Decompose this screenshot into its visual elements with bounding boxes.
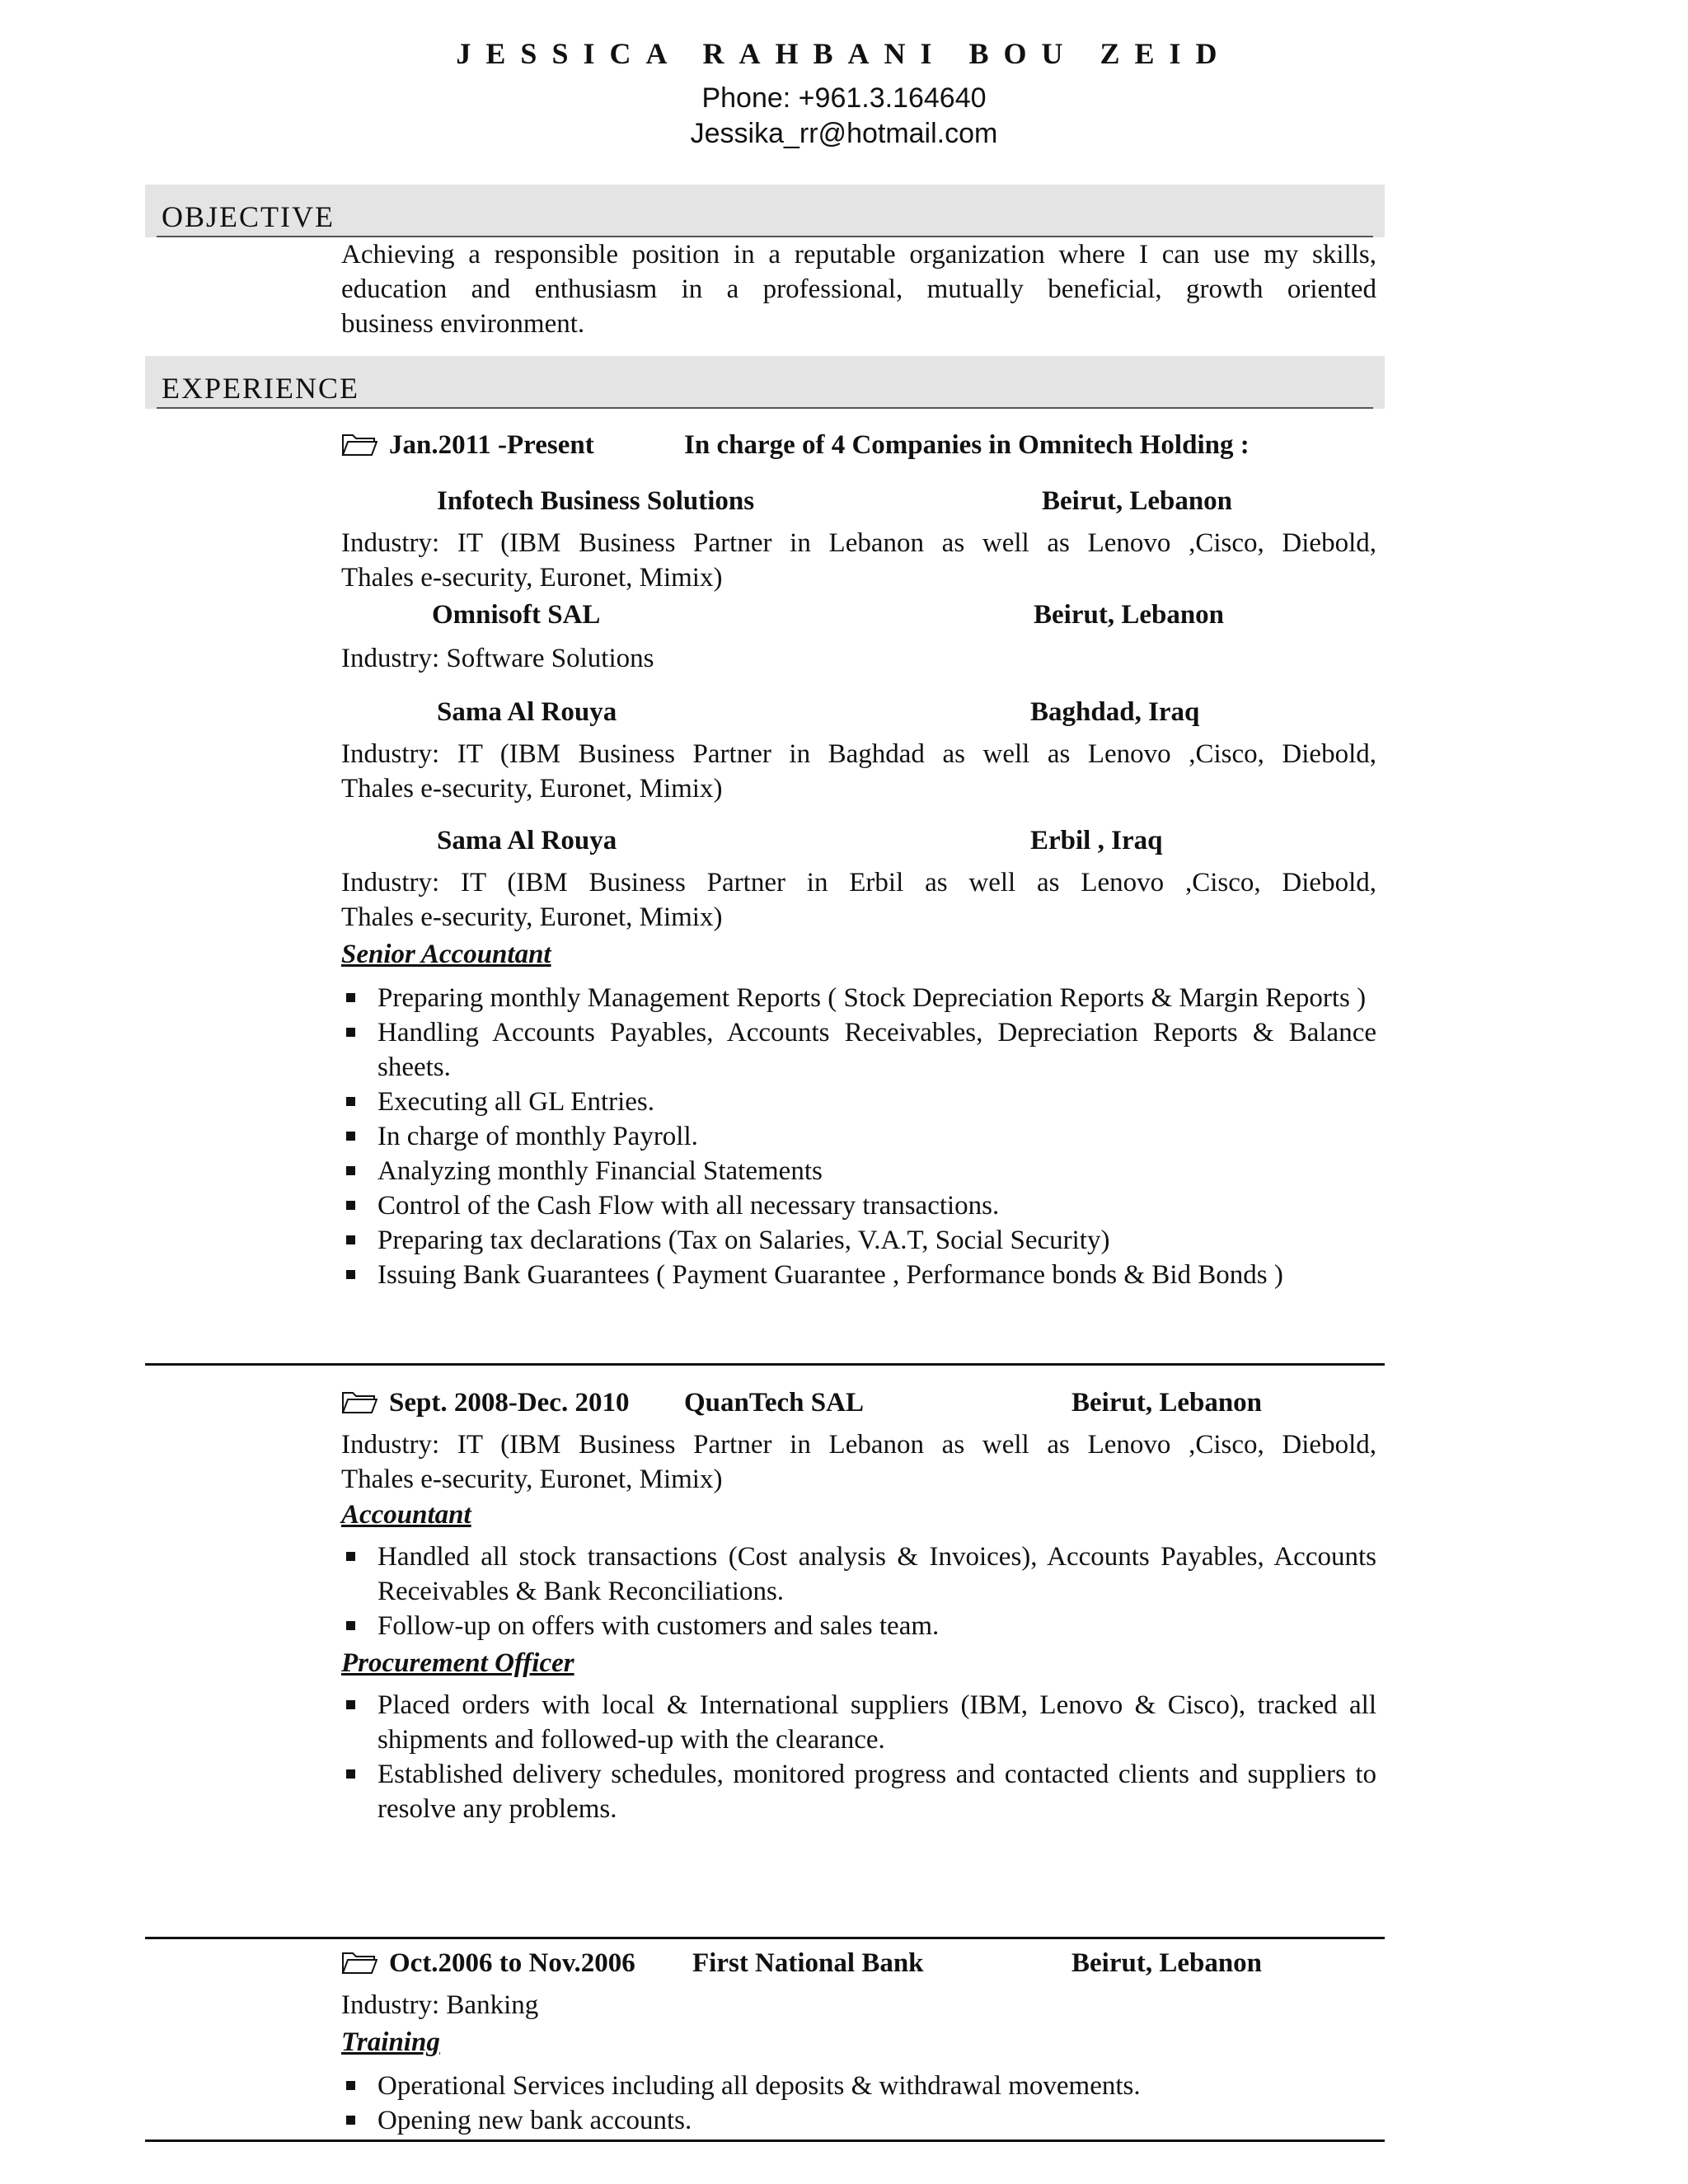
industry-line: Industry: IT (IBM Business Partner in Erbil as well as Lenovo ,Cisco, Diebold, [341,868,1376,898]
job-divider [145,1937,1385,1939]
industry-line: Industry: IT (IBM Business Partner in Baghdad as well as Lenovo ,Cisco, Diebold, [341,739,1376,769]
job2-location: Beirut, Lebanon [1071,1388,1263,1418]
list-item: Analyzing monthly Financial Statements [341,1154,1376,1188]
objective-line: business environment. [341,309,585,339]
experience-title: EXPERIENCE [162,372,359,405]
folder-icon [341,432,377,457]
list-item: Issuing Bank Guarantees ( Payment Guarantee , Performance bonds & Bid Bonds ) [341,1258,1376,1292]
company-location: Beirut, Lebanon [1034,600,1225,630]
company-location: Baghdad, Iraq [1030,697,1200,727]
list-item: Executing all GL Entries. [341,1085,1376,1119]
experience-section-header [145,356,1385,409]
list-item: Placed orders with local & International suppliers (IBM, Lenovo & Cisco), tracked all shipments and followed-up with the clearance. [341,1688,1376,1757]
job-divider [145,1363,1385,1366]
industry-line: Industry: Banking [341,1990,539,2020]
job3-industry [341,1988,1376,2022]
job2-duties2-list [341,1688,1376,1826]
list-item: Preparing monthly Management Reports ( Stock Depreciation Reports & Margin Reports ) [341,981,1376,1015]
candidate-name: JESSICA RAHBANI BOU ZEID [456,37,1232,70]
list-item: In charge of monthly Payroll. [341,1119,1376,1154]
email-address: Jessika_rr@hotmail.com [690,118,998,149]
job2-industry [341,1427,1376,1497]
industry-line: Industry: Software Solutions [341,644,654,673]
objective-section-header [145,185,1385,237]
job3-dates [341,1948,635,1979]
company-location: Erbil , Iraq [1030,826,1163,855]
industry-line: Thales e-security, Euronet, Mimix) [341,774,723,804]
company-name: Sama Al Rouya [437,826,617,855]
job1-dates-text: Jan.2011 -Present [389,430,594,460]
company-industry [341,737,1376,806]
list-item: Operational Services including all deposits & withdrawal movements. [341,2069,1376,2103]
company-industry [341,641,1376,676]
company-location: Beirut, Lebanon [1042,486,1233,516]
company-industry [341,865,1376,935]
list-item: Follow-up on offers with customers and sales team. [341,1609,1376,1643]
objective-text [341,237,1376,341]
job1-heading: In charge of 4 Companies in Omnitech Holding : [684,430,1250,460]
company-name: Omnisoft SAL [432,600,601,630]
job2-role2-title: Procurement Officer [341,1648,574,1678]
job2-duties1-list [341,1540,1376,1643]
job2-dates [341,1388,629,1418]
industry-line: Thales e-security, Euronet, Mimix) [341,902,723,932]
company-name: Sama Al Rouya [437,697,617,727]
job1-role-title: Senior Accountant [341,940,551,969]
list-item: Established delivery schedules, monitored progress and contacted clients and suppliers to resolve any problems. [341,1757,1376,1826]
list-item: Preparing tax declarations (Tax on Salaries, V.A.T, Social Security) [341,1223,1376,1258]
job2-company: QuanTech SAL [684,1388,864,1418]
page-bottom-divider [145,2139,1385,2142]
job2-role1-title: Accountant [341,1500,471,1530]
industry-line: Thales e-security, Euronet, Mimix) [341,1465,723,1494]
job3-location: Beirut, Lebanon [1071,1948,1263,1978]
list-item: Handling Accounts Payables, Accounts Receivables, Depreciation Reports & Balance sheets. [341,1015,1376,1085]
industry-line: Industry: IT (IBM Business Partner in Lebanon as well as Lenovo ,Cisco, Diebold, [341,1430,1376,1460]
objective-line: Achieving a responsible position in a reputable organization where I can use my skills, [341,240,1376,269]
job3-role-title: Training [341,2027,440,2057]
folder-icon [341,1390,377,1414]
list-item: Control of the Cash Flow with all necessary transactions. [341,1188,1376,1223]
phone-number: Phone: +961.3.164640 [701,82,987,114]
job1-dates [341,430,594,461]
company-industry [341,526,1376,595]
list-item: Handled all stock transactions (Cost analysis & Invoices), Accounts Payables, Accounts Receivables & Bank Reconciliations. [341,1540,1376,1609]
job3-company: First National Bank [692,1948,924,1978]
objective-title: OBJECTIVE [162,200,335,233]
objective-line: education and enthusiasm in a professional, mutually beneficial, growth oriented [341,274,1376,304]
job3-duties-list [341,2069,1376,2138]
list-item: Opening new bank accounts. [341,2103,1376,2138]
industry-line: Thales e-security, Euronet, Mimix) [341,563,723,593]
company-name: Infotech Business Solutions [437,486,755,516]
industry-line: Industry: IT (IBM Business Partner in Lebanon as well as Lenovo ,Cisco, Diebold, [341,528,1376,558]
job3-dates-text: Oct.2006 to Nov.2006 [389,1948,635,1978]
job1-duties-list [341,981,1376,1292]
section-divider [157,407,1373,409]
job2-dates-text: Sept. 2008-Dec. 2010 [389,1388,630,1418]
folder-icon [341,1950,377,1975]
